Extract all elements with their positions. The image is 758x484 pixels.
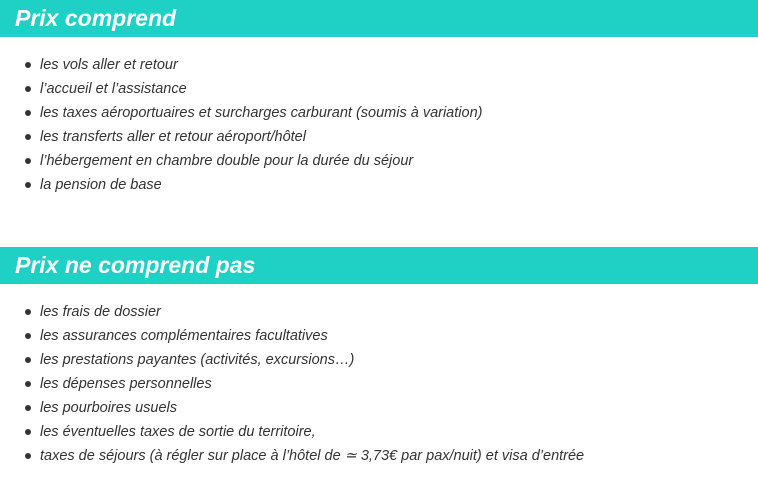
bullet-dot-icon [25, 429, 31, 435]
list-item [0, 101, 482, 125]
bullet-dot-icon [25, 86, 31, 92]
bullet-dot-icon [25, 134, 31, 140]
bullet-dot-icon [25, 110, 31, 116]
list-item-text: les pourboires usuels [40, 400, 178, 416]
list-item [0, 324, 584, 348]
list-item-text: les taxes aéroportuaires et surcharges carburant (soumis à variation) [40, 105, 483, 121]
list-item [0, 125, 482, 149]
bullet-dot-icon [25, 182, 31, 188]
bullet-dot-icon [25, 158, 31, 164]
list-item-text: les prestations payantes (activités, excursions…) [40, 352, 355, 368]
list-item [0, 420, 584, 444]
bullet-dot-icon [25, 309, 31, 315]
bullet-dot-icon [25, 333, 31, 339]
list-item-text: les vols aller et retour [40, 57, 178, 73]
list-item-text: les transferts aller et retour aéroport/hôtel [40, 129, 306, 145]
price-excludes-title: Prix ne comprend pas [15, 252, 256, 278]
list-item [0, 149, 482, 173]
list-item [0, 77, 482, 101]
list-item-text: les frais de dossier [40, 304, 161, 320]
list-item-text: les éventuelles taxes de sortie du territoire, [40, 424, 316, 440]
list-item-text: l’accueil et l’assistance [40, 81, 187, 97]
list-item [0, 300, 584, 324]
list-item [0, 444, 584, 468]
list-item [0, 173, 482, 197]
bullet-dot-icon [25, 357, 31, 363]
price-includes-header [0, 0, 758, 37]
list-item-text: l’hébergement en chambre double pour la durée du séjour [40, 153, 414, 169]
list-item-text: taxes de séjours (à régler sur place à l’hôtel de ≃ 3,73€ par pax/nuit) et visa d’entrée [40, 448, 585, 464]
price-includes-list [0, 53, 482, 197]
bullet-dot-icon [25, 381, 31, 387]
list-item [0, 53, 482, 77]
price-excludes-header [0, 247, 758, 284]
list-item-text: les assurances complémentaires facultatives [40, 328, 328, 344]
list-item [0, 372, 584, 396]
bullet-dot-icon [25, 405, 31, 411]
bullet-dot-icon [25, 62, 31, 68]
price-includes-title: Prix comprend [15, 5, 177, 31]
list-item-text: la pension de base [40, 177, 162, 193]
price-excludes-list [0, 300, 584, 468]
list-item [0, 396, 584, 420]
bullet-dot-icon [25, 453, 31, 459]
list-item [0, 348, 584, 372]
list-item-text: les dépenses personnelles [40, 376, 212, 392]
